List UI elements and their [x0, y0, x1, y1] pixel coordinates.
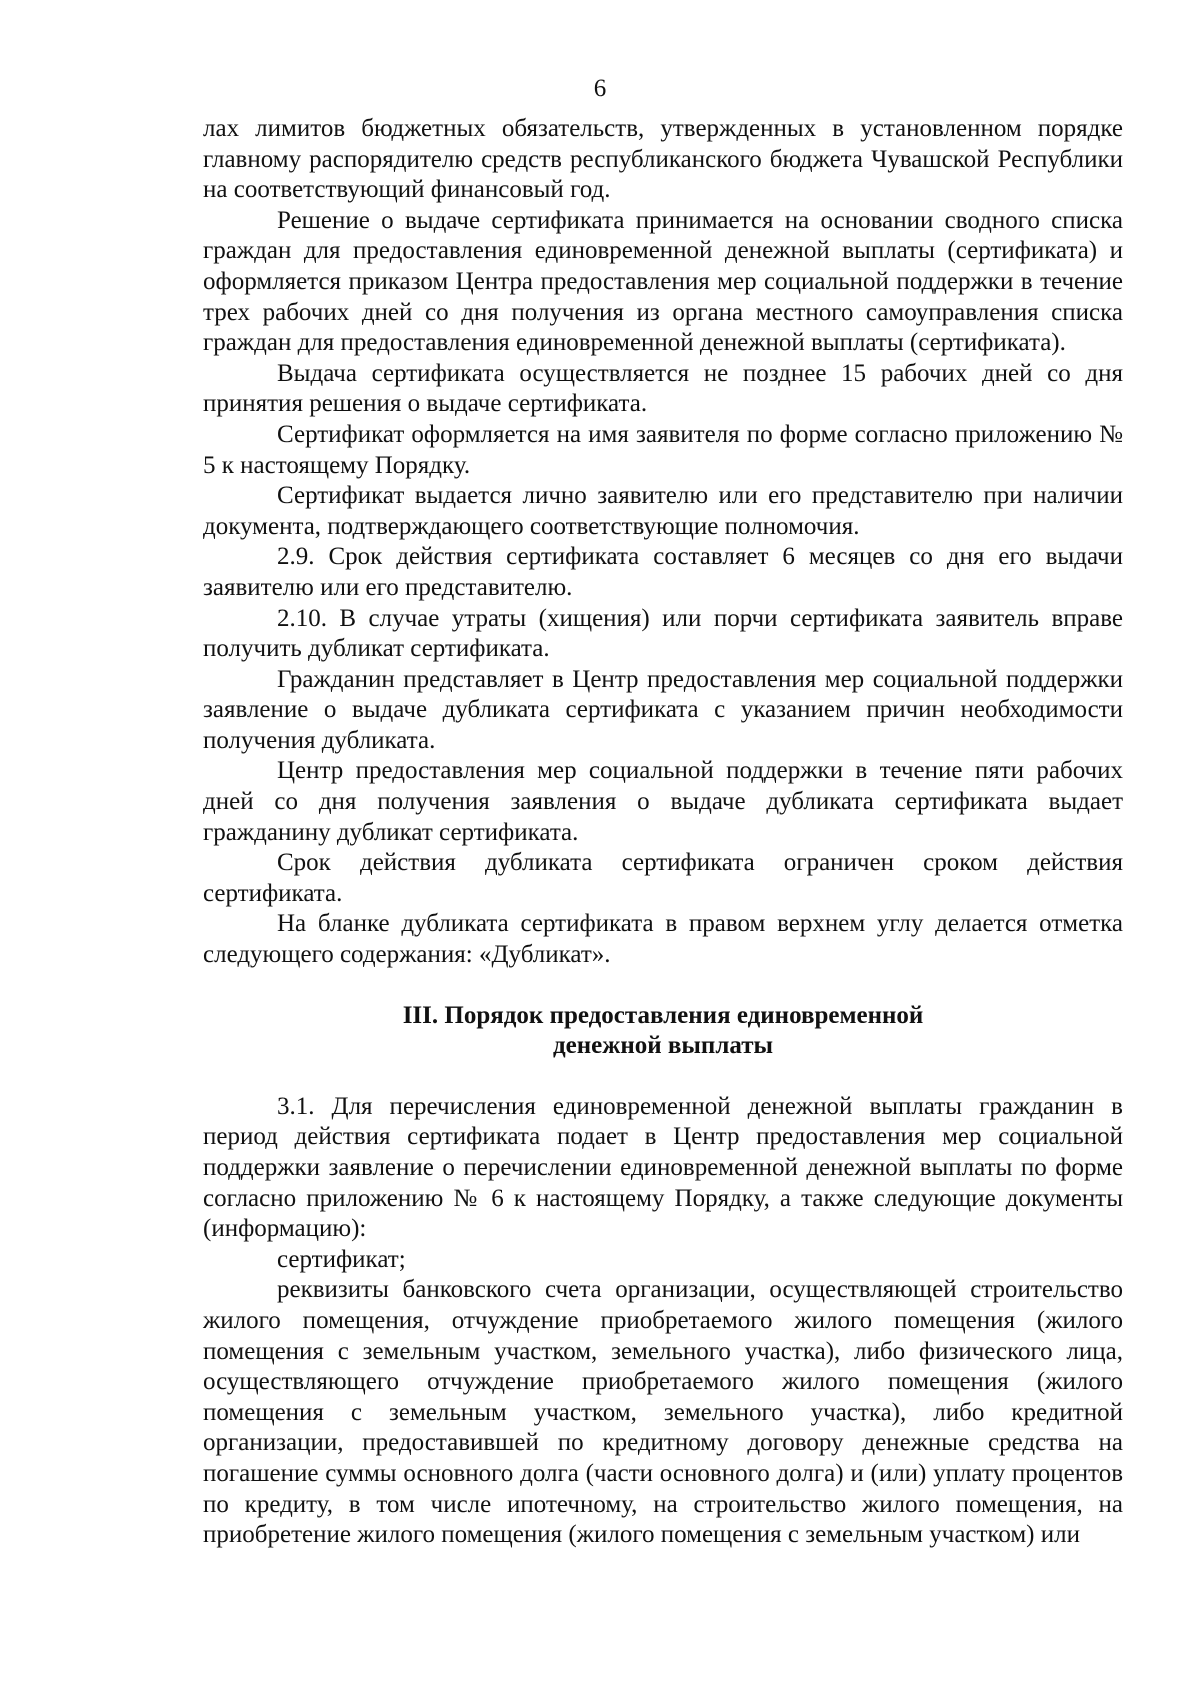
paragraph: 3.1. Для перечисления единовременной денежной выплаты гражданин в период действия сертификата подает в Центр предоставления мер социальной поддержки заявление о перечислении единовременной денежной выплаты по форме согласно приложению № 6 к настоящему Порядку, а также следующие документы (информацию): [203, 1092, 1123, 1243]
paragraph: Центр предоставления мер социальной поддержки в течение пяти рабочих дней со дня получения заявления о выдаче дубликата сертификата выдает гражданину дубликат сертификата. [203, 757, 1123, 846]
paragraph: сертификат; [277, 1245, 406, 1273]
paragraph: Выдача сертификата осуществляется не позднее 15 рабочих дней со дня принятия решения о выдаче сертификата. [203, 359, 1123, 418]
paragraph: Сертификат выдается лично заявителю или его представителю при наличии документа, подтверждающего соответствующие полномочия. [203, 482, 1123, 540]
paragraphs-after [203, 1092, 1123, 1551]
paragraph: Решение о выдаче сертификата принимается на основании сводного списка граждан для предоставления единовременной денежной выплаты (сертификата) и оформляется приказом Центра предоставления мер социальной поддержки в течение трех рабочих дней со дня получения из органа местного самоуправления списка граждан для предоставления единовременной денежной выплаты (сертификата). [203, 206, 1123, 357]
paragraph: Срок действия дубликата сертификата ограничен сроком действия сертификата. [203, 849, 1123, 907]
paragraph: На бланке дубликата сертификата в правом верхнем углу делается отметка следующего содержания: «Дубликат». [203, 910, 1123, 969]
document-body [203, 114, 1123, 1551]
paragraph: 2.9. Срок действия сертификата составляет 6 месяцев со дня его выдачи заявителю или его представителю. [203, 543, 1123, 601]
section-heading [203, 1001, 1123, 1062]
paragraph: реквизиты банковского счета организации, осуществляющей строительство жилого помещения, отчуждение приобретаемого жилого помещения (жилого помещения с земельным участком, земельного участка), либо физического лица, осуществляющего отчуждение приобретаемого жилого помещения (жилого помещения с земельным участком, земельного участка), либо кредитной организации, предоставившей по кредитному договору денежные средства на погашение суммы основного долга (части основного долга) и (или) уплату процентов по кредиту, в том числе ипотечному, на строительство жилого помещения, на приобретение жилого помещения (жилого помещения с земельным участком) или [203, 1276, 1123, 1549]
paragraph: Гражданин представляет в Центр предоставления мер социальной поддержки заявление о выдаче дубликата сертификата с указанием причин необходимости получения дубликата. [203, 665, 1123, 754]
page-number: 6 [593, 75, 607, 102]
paragraph: 2.10. В случае утраты (хищения) или порчи сертификата заявитель вправе получить дубликат сертификата. [203, 604, 1123, 663]
section-heading-line-2: денежной выплаты [552, 1032, 774, 1060]
paragraph: Сертификат оформляется на имя заявителя по форме согласно приложению № 5 к настоящему Порядку. [203, 420, 1123, 479]
section-heading-line-1: III. Порядок предоставления единовременной [402, 1001, 924, 1029]
paragraph: лах лимитов бюджетных обязательств, утвержденных в установленном порядке главному распорядителю средств республиканского бюджета Чувашской Республики на соответствующий финансовый год. [203, 115, 1123, 204]
paragraphs-before [203, 114, 1123, 971]
